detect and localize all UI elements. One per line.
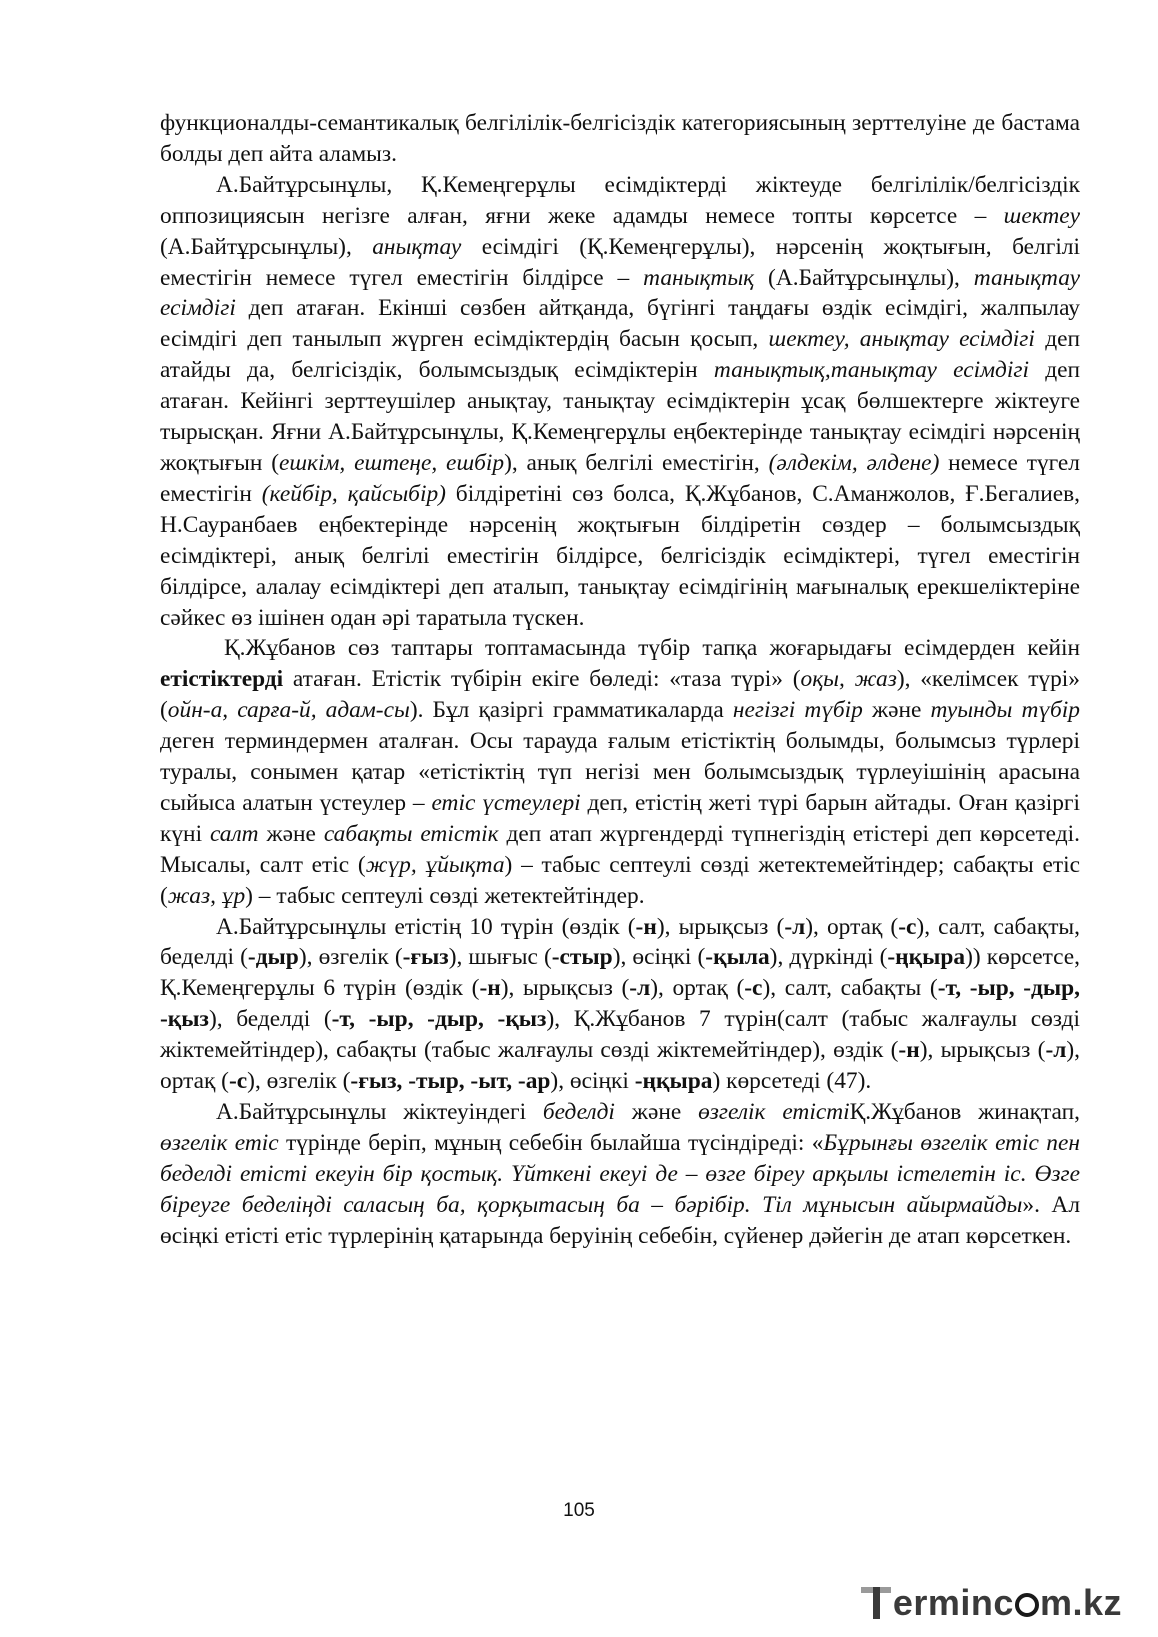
bold-term: -с xyxy=(744,975,763,1002)
text-run: деп атаған. Екінші сөзбен айтқанда, бүгінгі таңдағы өздік есімдігі, жалпылау есімдігі деп танылып жүрген есімдіктердің басын қосып, xyxy=(160,295,1080,353)
text-run: ), ортақ ( xyxy=(160,1037,1080,1095)
text-run: Қ.Жұбанов жинақтап, xyxy=(849,1099,1080,1125)
text-run: (А.Байтұрсынұлы), xyxy=(160,233,373,260)
text-run: ». Ал өсіңкі етісті етіс түрлерінің қатарында беруінің себебін, сүйенер дәйегін де атап көрсеткен. xyxy=(160,1191,1080,1249)
text-run: деп атаған. Кейінгі зерттеушілер анықтау, танықтау есімдіктерін ұсақ бөлшектерге жіктеуге тырысқан. Яғни А.Байтұрсынұлы, Қ.Кемеңгерұлы еңбектерінде танықтау есімдігі нәрсенің жоқтығын ( xyxy=(160,357,1080,476)
italic-term: өзгелік етісті xyxy=(698,1099,850,1125)
italic-term: негізгі түбір xyxy=(732,697,863,724)
text-run: ), Қ.Жұбанов 7 түрін(салт (табыс жалғаулы сөзді жіктемейтіндер), сабақты (табыс жалғаулы сөзді жіктемейтіндер), өздік ( xyxy=(160,1006,1080,1064)
italic-term: беделді xyxy=(542,1099,615,1125)
paragraph-1 xyxy=(160,108,1080,170)
text-run: А.Байтұрсынұлы, Қ.Кемеңгерұлы есімдіктерді жіктеуде белгілілік/белгісіздік оппозициясын негізге алған, яғни жеке адамды немесе топты көрсетсе – xyxy=(160,171,1080,229)
italic-term: танықтық xyxy=(643,264,755,291)
document-body xyxy=(160,108,1080,1252)
text-run: ), өзгелік ( xyxy=(247,1068,351,1095)
italic-term: оқы, жаз xyxy=(800,666,897,693)
text-run: ), дүркінді ( xyxy=(769,944,888,971)
text-run: А.Байтұрсынұлы етістің 10 түрін (өздік ( xyxy=(216,913,636,940)
italic-term: (әлдекім, әлдене) xyxy=(768,449,940,476)
bold-term: -ғыз xyxy=(402,944,449,971)
text-run: функционалды-семантикалық белгілілік-белгісіздік категориясының зерттелуіне де бастама болды деп айта аламыз. xyxy=(160,110,1080,167)
bold-term: -н xyxy=(635,913,657,940)
text-run: Қ.Жұбанов сөз таптары топтамасында түбір тапқа жоғарыдағы есімдерден кейін xyxy=(224,635,1080,662)
text-run: ), «келімсек түрі» ( xyxy=(160,666,1081,724)
italic-term: сабақты етістік xyxy=(323,820,499,847)
italic-term: танықтық,танықтау есімдігі xyxy=(713,357,1029,384)
text-run: атаған. Етістік түбірін екіге бөледі: «таза түрі» ( xyxy=(283,666,801,693)
text-run: деген терминдермен аталған. Осы тарауда ғалым етістіктің болымды, болымсыз түрлері туралы, сонымен қатар «етістіктің түп негізі мен болымсыздық түрлеуішінің арасына сыйыса алатын үстеулер – xyxy=(160,728,1080,816)
italic-term: жаз, ұр xyxy=(167,882,246,909)
italic-term: ойн-а, сарға-й, адам-сы xyxy=(167,697,410,724)
text-run: деп атап жүргендерді түпнегіздің етістері деп көрсетеді. Мысалы, салт етіс ( xyxy=(160,820,1080,878)
bold-term: -ңқыра xyxy=(887,944,966,971)
bold-term: -қыла xyxy=(705,944,770,971)
text-run: ), ортақ ( xyxy=(805,913,899,940)
text-run: немесе түгел еместігін xyxy=(160,449,1080,507)
bold-term: -л xyxy=(1045,1037,1067,1064)
bold-term: -дыр xyxy=(247,944,299,971)
bold-term: етістіктерді xyxy=(160,666,284,693)
text-run: А.Байтұрсынұлы жіктеуіндегі xyxy=(216,1099,543,1125)
bold-term: -с xyxy=(898,913,917,940)
italic-term: (кейбір, қайсыбір) xyxy=(261,480,446,507)
bold-term: -стыр xyxy=(551,944,613,971)
text-run: ), өсіңкі xyxy=(550,1068,635,1095)
italic-term: салт xyxy=(210,820,259,847)
italic-term: танықтау есімдігі xyxy=(160,264,1080,322)
text-run: және xyxy=(258,820,324,847)
text-run: білдіретіні сөз болса, Қ.Жұбанов, С.Аманжолов, Ғ.Бегалиев, Н.Сауранбаев еңбектерінде нәрсенің жоқтығын білдіретін сөздер – болымсыздық есімдіктері, анық белгілі еместігін білдірсе, белгісіздік есімдіктері, түгел еместігін білдірсе, алалау есімдіктері деп аталып, танықтау есімдігінің мағыналық ерекшеліктеріне сәйкес өз ішінен одан әрі таратыла түскен. xyxy=(160,480,1080,631)
text-run: ), салт, сабақты ( xyxy=(762,975,938,1002)
italic-term: етіс үстеулері xyxy=(431,789,581,816)
italic-term: туынды түбір xyxy=(930,697,1081,724)
text-run: ) – табыс септеулі сөзді жетектейтіндер. xyxy=(245,882,645,909)
paragraph-4 xyxy=(160,912,1080,1097)
italic-term: жүр, ұйықта xyxy=(365,851,505,878)
paragraph-3 xyxy=(160,633,1080,911)
bold-term: -л xyxy=(784,913,806,940)
text-run: және xyxy=(614,1099,699,1125)
bold-term: -ғыз, -тыр, -ыт, -ар xyxy=(350,1068,551,1095)
italic-term: ешкім, ештеңе, ешбір xyxy=(279,449,505,476)
text-run: ), ырықсыз ( xyxy=(656,913,785,940)
bold-term: -н xyxy=(898,1037,920,1064)
bold-term: -л xyxy=(629,975,651,1002)
text-run: ), шығыс ( xyxy=(448,944,552,971)
bold-term: -т, -ыр, -дыр, -қыз xyxy=(160,975,1080,1033)
text-run: деп атайды да, белгісіздік, болымсыздық есімдіктерін xyxy=(160,326,1080,384)
text-run: және xyxy=(862,697,931,724)
italic-term: Бұрынғы өзгелік етіс пен беделді етісті екеуін бір қостық. Үйткені екеуі де – өзге біреу арқылы істелетін іс. Өзге біреуге беделіңді саласың ба, қорқытасың ба – бәрібір. Тіл мұнысын айырмайды xyxy=(160,1129,1080,1218)
italic-term: шектеу xyxy=(1003,202,1080,229)
text-run: есімдігі (Қ.Кемеңгерұлы), нәрсенің жоқтығын, белгілі еместігін немесе түгел еместігін білдірсе – xyxy=(160,233,1080,291)
text-run: ). Бұл қазіргі грамматикаларда xyxy=(409,697,733,724)
bold-term: -ңқыра xyxy=(634,1068,713,1095)
italic-term: анықтау xyxy=(372,233,462,260)
text-run: ), өзгелік ( xyxy=(298,944,403,971)
text-run: ) – табыс септеулі сөзді жетектемейтіндер; сабақты етіс ( xyxy=(160,851,1080,909)
paragraph-2 xyxy=(160,170,1080,634)
text-run: )) көрсетсе, Қ.Кемеңгерұлы 6 түрін (өздік ( xyxy=(160,944,1080,1002)
paragraph-5 xyxy=(160,1097,1080,1252)
text-run: ), беделді ( xyxy=(208,1006,332,1033)
termincom-watermark[interactable] xyxy=(861,1582,1122,1624)
text-run: түрінде беріп, мұның себебін былайша түсіндіреді: « xyxy=(278,1129,824,1156)
watermark-o-logo-icon xyxy=(1015,1593,1039,1617)
bold-term: -с xyxy=(228,1068,248,1095)
text-run: (А.Байтұрсынұлы), xyxy=(754,264,974,291)
watermark-t-logo-icon xyxy=(861,1585,891,1621)
text-run: ), ырықсыз ( xyxy=(919,1037,1046,1064)
text-run: ), ырықсыз ( xyxy=(500,975,630,1002)
bold-term: -т, -ыр, -дыр, -қыз xyxy=(331,1006,547,1033)
italic-term: өзгелік етіс xyxy=(160,1129,279,1156)
watermark-text-prefix: erminc xyxy=(892,1582,1014,1623)
watermark-text-suffix: m.kz xyxy=(1039,1582,1122,1623)
text-run: ), өсіңкі ( xyxy=(612,944,706,971)
text-run: ), салт, сабақты, беделді ( xyxy=(160,913,1080,971)
italic-term: шектеу, анықтау есімдігі xyxy=(768,326,1035,353)
text-run: деп, етістің жеті түрі барын айтады. Оған қазіргі күні xyxy=(160,789,1081,847)
page-number: 105 xyxy=(563,1500,595,1521)
text-run: ), ортақ ( xyxy=(650,975,745,1002)
bold-term: -н xyxy=(479,975,501,1002)
text-run: ) көрсетеді (47). xyxy=(712,1068,872,1095)
text-run: ), анық белгілі еместігін, xyxy=(504,449,769,476)
